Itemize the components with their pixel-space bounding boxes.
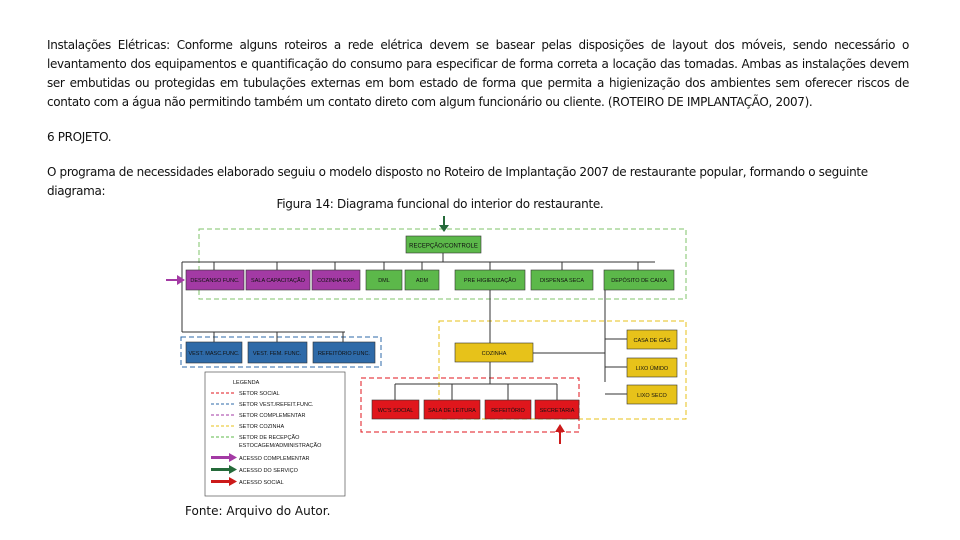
label-casa-gas: CASA DE GÁS (633, 338, 671, 344)
label-vest-fem: VEST. FEM. FUNC. (252, 351, 302, 357)
arrow-access-service (439, 216, 449, 232)
label-deposito-caixa: DEPÓSITO DE CAIXA (611, 278, 667, 284)
label-refeitorio: REFEITÓRIO (491, 408, 525, 414)
legend-arrow-servico (211, 468, 229, 471)
label-vest-masc: VEST. MASC.FUNC. (188, 351, 240, 357)
label-sala-capacitacao: SALA CAPACITAÇÃO (251, 278, 305, 284)
label-sala-leitura: SALA DE LEITURA (428, 408, 476, 414)
legend-title: LEGENDA (233, 380, 260, 386)
paragraph-programa-necessidades: O programa de necessidades elaborado seguiu o modelo disposto no Roteiro de Implantação 2007 de restaurante popular, formando o seguinte diagrama: (47, 165, 868, 198)
legend-label-vest: SETOR VEST./REFEIT.FUNC. (239, 402, 314, 408)
legend-arrow-social (211, 480, 229, 483)
legend-arrow-complementar (211, 456, 229, 459)
label-dispensa-seca: DISPENSA SECA (539, 278, 585, 284)
label-cozinha: COZINHA (481, 351, 507, 357)
functional-diagram (165, 212, 695, 504)
label-recepcao: RECEPÇÃO/CONTROLE (409, 243, 478, 250)
legend-label-acesso-servico: ACESSO DO SERVIÇO (239, 468, 298, 474)
label-wc-social: WC'S SOCIAL (377, 408, 414, 414)
legend-label-acesso-social: ACESSO SOCIAL (239, 480, 284, 486)
label-dml: DML (378, 278, 390, 284)
legend-label-social: SETOR SOCIAL (239, 391, 280, 397)
paragraph-instalacoes-eletricas: Instalações Elétricas: Conforme alguns roteiros a rede elétrica devem se basear pelas disposições de layout dos móveis, sendo necessário o levantamento dos equipamentos e quantificação do consumo para especificar de forma correta a locação das tomadas. Ambas as instalações devem ser embutidas ou protegidas em tubulações externas em bom estado de forma que permita a higienização dos ambientes sem oferecer riscos de contato com a água não permitindo também um contato direto com algum funcionário ou cliente. (ROTEIRO DE IMPLANTAÇÃO, 2007). (47, 38, 909, 109)
figure-source: Fonte: Arquivo do Autor. (185, 504, 331, 518)
legend-label-acesso-complementar: ACESSO COMPLEMENTAR (239, 456, 310, 462)
label-refeitorio-func: REFEITÓRIO FUNC. (318, 351, 370, 357)
figure-caption: Figura 14: Diagrama funcional do interior do restaurante. (276, 197, 604, 211)
legend-label-estocagem: ESTOCAGEM/ADMINISTRAÇÃO (239, 443, 322, 449)
arrow-access-social (555, 424, 565, 444)
legend-label-complementar: SETOR COMPLEMENTAR (239, 413, 306, 419)
legend (205, 372, 345, 496)
label-adm: ADM (415, 278, 429, 284)
label-pre-higienizacao: PRE HIGIENIZAÇÃO (463, 278, 517, 284)
label-cozinha-exp: COZINHA EXP. (317, 278, 355, 284)
label-lixo-seco: LIXO SECO (637, 393, 667, 399)
label-lixo-umido: LIXO ÚMIDO (635, 366, 669, 372)
label-descanso: DESCANSO FUNC. (190, 278, 240, 284)
section-heading-projeto: 6 PROJETO. (47, 130, 112, 144)
label-secretaria: SECRETARIA (539, 408, 575, 414)
legend-label-recepcao: SETOR DE RECEPÇÃO (239, 435, 300, 441)
legend-label-cozinha: SETOR COZINHA (239, 424, 285, 430)
